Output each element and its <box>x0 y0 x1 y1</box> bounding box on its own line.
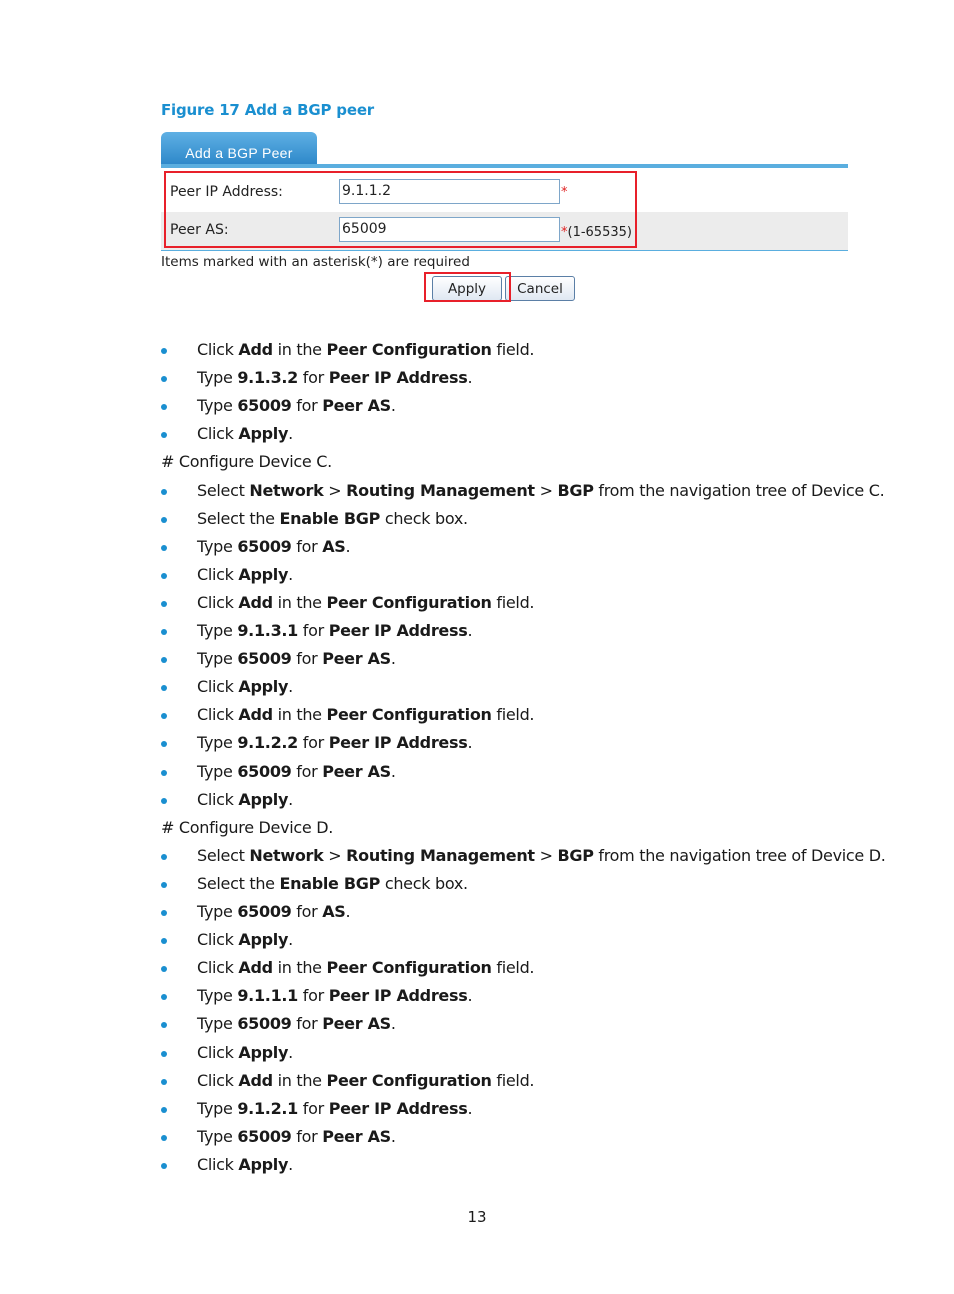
ui-term: AS <box>322 537 346 556</box>
step-text: Click <box>197 958 239 977</box>
ui-term: Peer Configuration <box>326 958 492 977</box>
ui-term: 9.1.2.2 <box>237 733 299 752</box>
ui-term: 65009 <box>237 396 292 415</box>
apply-button[interactable]: Apply <box>432 276 502 301</box>
step-item <box>197 340 534 359</box>
step-text: Select <box>197 846 250 865</box>
step-text: Click <box>197 790 239 809</box>
step-text: check box. <box>380 509 468 528</box>
step-item <box>197 565 293 584</box>
ui-term: Routing Management <box>346 481 535 500</box>
ui-term: Peer IP Address <box>328 1099 468 1118</box>
peer-as-range-hint: (1-65535) <box>567 225 632 240</box>
step-text: for <box>298 368 329 387</box>
step-item <box>197 1155 293 1174</box>
step-text: . <box>390 1127 396 1146</box>
peer-as-required-marker: *(1-65535) <box>561 225 632 240</box>
step-text: . <box>288 1043 293 1062</box>
ui-term: Peer IP Address <box>328 368 468 387</box>
step-text: from the navigation tree of Device D. <box>593 846 886 865</box>
step-item <box>197 481 884 500</box>
peer-ip-label: Peer IP Address: <box>170 184 283 200</box>
step-item <box>197 424 293 443</box>
bullet-icon <box>161 1163 167 1169</box>
step-text: Click <box>197 677 239 696</box>
bullet-icon <box>161 966 167 972</box>
step-item <box>197 537 350 556</box>
ui-term: Enable BGP <box>279 509 381 528</box>
peer-as-label: Peer AS: <box>170 222 229 238</box>
ui-term: Apply <box>238 677 289 696</box>
ui-term: Apply <box>238 424 289 443</box>
step-text: in the <box>272 1071 327 1090</box>
step-text: Type <box>197 1127 238 1146</box>
step-text: # Configure Device C. <box>161 452 332 471</box>
step-text: for <box>291 1127 323 1146</box>
ui-term: 65009 <box>237 1127 292 1146</box>
step-text: for <box>291 762 323 781</box>
ui-term: Network <box>249 481 324 500</box>
ui-term: Peer Configuration <box>326 340 492 359</box>
peer-ip-required-marker: * <box>561 185 568 200</box>
cancel-button[interactable]: Cancel <box>505 276 575 301</box>
step-item <box>197 790 293 809</box>
bullet-icon <box>161 854 167 860</box>
step-text: field. <box>491 705 535 724</box>
figure-caption: Figure 17 Add a BGP peer <box>161 101 374 119</box>
step-text: . <box>345 902 351 921</box>
step-text: for <box>298 621 329 640</box>
step-text: Click <box>197 705 239 724</box>
step-text: . <box>390 762 396 781</box>
step-text: Type <box>197 1014 238 1033</box>
step-text: Type <box>197 396 238 415</box>
step-text: Type <box>197 762 238 781</box>
step-text: > <box>323 846 347 865</box>
ui-term: 9.1.3.1 <box>237 621 299 640</box>
ui-term: BGP <box>557 481 594 500</box>
bullet-icon <box>161 348 167 354</box>
form-bottom-divider <box>161 250 848 251</box>
step-text: Click <box>197 424 239 443</box>
bullet-icon <box>161 601 167 607</box>
step-item <box>197 902 350 921</box>
step-text: in the <box>272 958 327 977</box>
step-item <box>197 649 396 668</box>
step-text: . <box>390 649 396 668</box>
bullet-icon <box>161 882 167 888</box>
step-item <box>197 874 468 893</box>
step-text: for <box>298 986 329 1005</box>
step-text: . <box>288 565 293 584</box>
step-text: for <box>291 902 323 921</box>
step-text: . <box>390 1014 396 1033</box>
step-text: . <box>288 677 293 696</box>
bullet-icon <box>161 741 167 747</box>
step-text: in the <box>272 340 327 359</box>
ui-term: 65009 <box>237 902 292 921</box>
step-text: field. <box>491 1071 535 1090</box>
ui-term: Peer AS <box>322 396 391 415</box>
bullet-icon <box>161 910 167 916</box>
step-item <box>197 593 534 612</box>
step-text: . <box>345 537 351 556</box>
ui-term: Peer IP Address <box>328 733 468 752</box>
step-text: check box. <box>380 874 468 893</box>
step-text: . <box>467 621 473 640</box>
bullet-icon <box>161 1051 167 1057</box>
bullet-icon <box>161 657 167 663</box>
step-text: Click <box>197 930 239 949</box>
ui-term: Network <box>249 846 324 865</box>
bullet-icon <box>161 432 167 438</box>
section-heading <box>161 452 332 471</box>
bullet-icon <box>161 517 167 523</box>
step-text: Type <box>197 902 238 921</box>
section-heading <box>161 818 333 837</box>
bullet-icon <box>161 545 167 551</box>
step-item <box>197 1043 293 1062</box>
step-text: Type <box>197 537 238 556</box>
step-text: . <box>390 396 396 415</box>
step-item <box>197 1127 396 1146</box>
ui-term: Routing Management <box>346 846 535 865</box>
step-text: Select the <box>197 874 280 893</box>
step-text: Select <box>197 481 250 500</box>
step-text: Type <box>197 649 238 668</box>
step-text: . <box>288 930 293 949</box>
bullet-icon <box>161 685 167 691</box>
step-text: Select the <box>197 509 280 528</box>
ui-term: 65009 <box>237 762 292 781</box>
step-text: > <box>534 846 558 865</box>
ui-term: 65009 <box>237 649 292 668</box>
tab-add-bgp-peer[interactable]: Add a BGP Peer <box>161 132 317 166</box>
step-item <box>197 368 472 387</box>
step-text: > <box>534 481 558 500</box>
bullet-icon <box>161 573 167 579</box>
step-text: . <box>288 1155 293 1174</box>
step-item <box>197 705 534 724</box>
step-item <box>197 396 396 415</box>
page-number: 13 <box>467 1208 487 1226</box>
step-text: > <box>323 481 347 500</box>
bullet-icon <box>161 1107 167 1113</box>
ui-term: Peer AS <box>322 1014 391 1033</box>
ui-term: Peer AS <box>322 1127 391 1146</box>
step-item <box>197 1099 472 1118</box>
step-text: Click <box>197 1071 239 1090</box>
step-text: . <box>288 424 293 443</box>
ui-term: Add <box>238 1071 273 1090</box>
step-text: Type <box>197 368 238 387</box>
step-text: Type <box>197 621 238 640</box>
ui-term: AS <box>322 902 346 921</box>
highlight-box-apply <box>424 272 511 302</box>
step-text: field. <box>491 593 535 612</box>
bullet-icon <box>161 1079 167 1085</box>
bullet-icon <box>161 489 167 495</box>
step-text: field. <box>491 340 535 359</box>
bullet-icon <box>161 713 167 719</box>
ui-term: 9.1.2.1 <box>237 1099 299 1118</box>
bullet-icon <box>161 376 167 382</box>
step-text: . <box>467 1099 473 1118</box>
highlight-box-fields <box>164 171 637 248</box>
step-item <box>197 1014 396 1033</box>
ui-term: 9.1.3.2 <box>237 368 299 387</box>
ui-term: Add <box>238 340 273 359</box>
step-text: for <box>291 537 323 556</box>
ui-term: Peer AS <box>322 762 391 781</box>
step-item <box>197 930 293 949</box>
step-text: Click <box>197 1043 239 1062</box>
ui-term: Peer IP Address <box>328 986 468 1005</box>
ui-term: Peer AS <box>322 649 391 668</box>
peer-ip-input[interactable]: 9.1.1.2 <box>339 179 560 204</box>
ui-term: Apply <box>238 565 289 584</box>
step-item <box>197 846 886 865</box>
bullet-icon <box>161 798 167 804</box>
ui-term: Add <box>238 593 273 612</box>
step-text: Click <box>197 565 239 584</box>
step-text: in the <box>272 593 327 612</box>
step-text: . <box>467 733 473 752</box>
step-text: Type <box>197 1099 238 1118</box>
step-text: for <box>291 649 323 668</box>
step-text: Type <box>197 986 238 1005</box>
tab-underline <box>161 164 848 168</box>
ui-term: 9.1.1.1 <box>237 986 299 1005</box>
ui-term: 65009 <box>237 537 292 556</box>
step-text: . <box>467 986 473 1005</box>
step-text: for <box>298 1099 329 1118</box>
peer-as-input[interactable]: 65009 <box>339 217 560 242</box>
step-text: for <box>291 396 323 415</box>
step-text: Type <box>197 733 238 752</box>
bullet-icon <box>161 404 167 410</box>
bullet-icon <box>161 629 167 635</box>
bullet-icon <box>161 994 167 1000</box>
ui-term: Peer Configuration <box>326 593 492 612</box>
step-item <box>197 762 396 781</box>
ui-term: BGP <box>557 846 594 865</box>
step-item <box>197 621 472 640</box>
step-text: field. <box>491 958 535 977</box>
ui-term: Peer Configuration <box>326 1071 492 1090</box>
step-item <box>197 1071 534 1090</box>
step-text: from the navigation tree of Device C. <box>593 481 885 500</box>
ui-term: Add <box>238 705 273 724</box>
ui-term: Peer Configuration <box>326 705 492 724</box>
step-item <box>197 677 293 696</box>
ui-term: 65009 <box>237 1014 292 1033</box>
step-text: # Configure Device D. <box>161 818 334 837</box>
step-text: in the <box>272 705 327 724</box>
bullet-icon <box>161 1022 167 1028</box>
ui-term: Apply <box>238 1155 289 1174</box>
ui-term: Enable BGP <box>279 874 381 893</box>
bullet-icon <box>161 770 167 776</box>
step-text: . <box>467 368 473 387</box>
step-item <box>197 509 468 528</box>
step-item <box>197 733 472 752</box>
ui-term: Apply <box>238 930 289 949</box>
bullet-icon <box>161 938 167 944</box>
ui-term: Peer IP Address <box>328 621 468 640</box>
step-text: for <box>298 733 329 752</box>
ui-term: Add <box>238 958 273 977</box>
step-text: Click <box>197 340 239 359</box>
step-text: Click <box>197 593 239 612</box>
required-fields-note: Items marked with an asterisk(*) are required <box>161 254 470 270</box>
step-text: . <box>288 790 293 809</box>
step-text: Click <box>197 1155 239 1174</box>
step-item <box>197 958 534 977</box>
ui-term: Apply <box>238 790 289 809</box>
step-item <box>197 986 472 1005</box>
step-text: for <box>291 1014 323 1033</box>
ui-term: Apply <box>238 1043 289 1062</box>
bullet-icon <box>161 1135 167 1141</box>
